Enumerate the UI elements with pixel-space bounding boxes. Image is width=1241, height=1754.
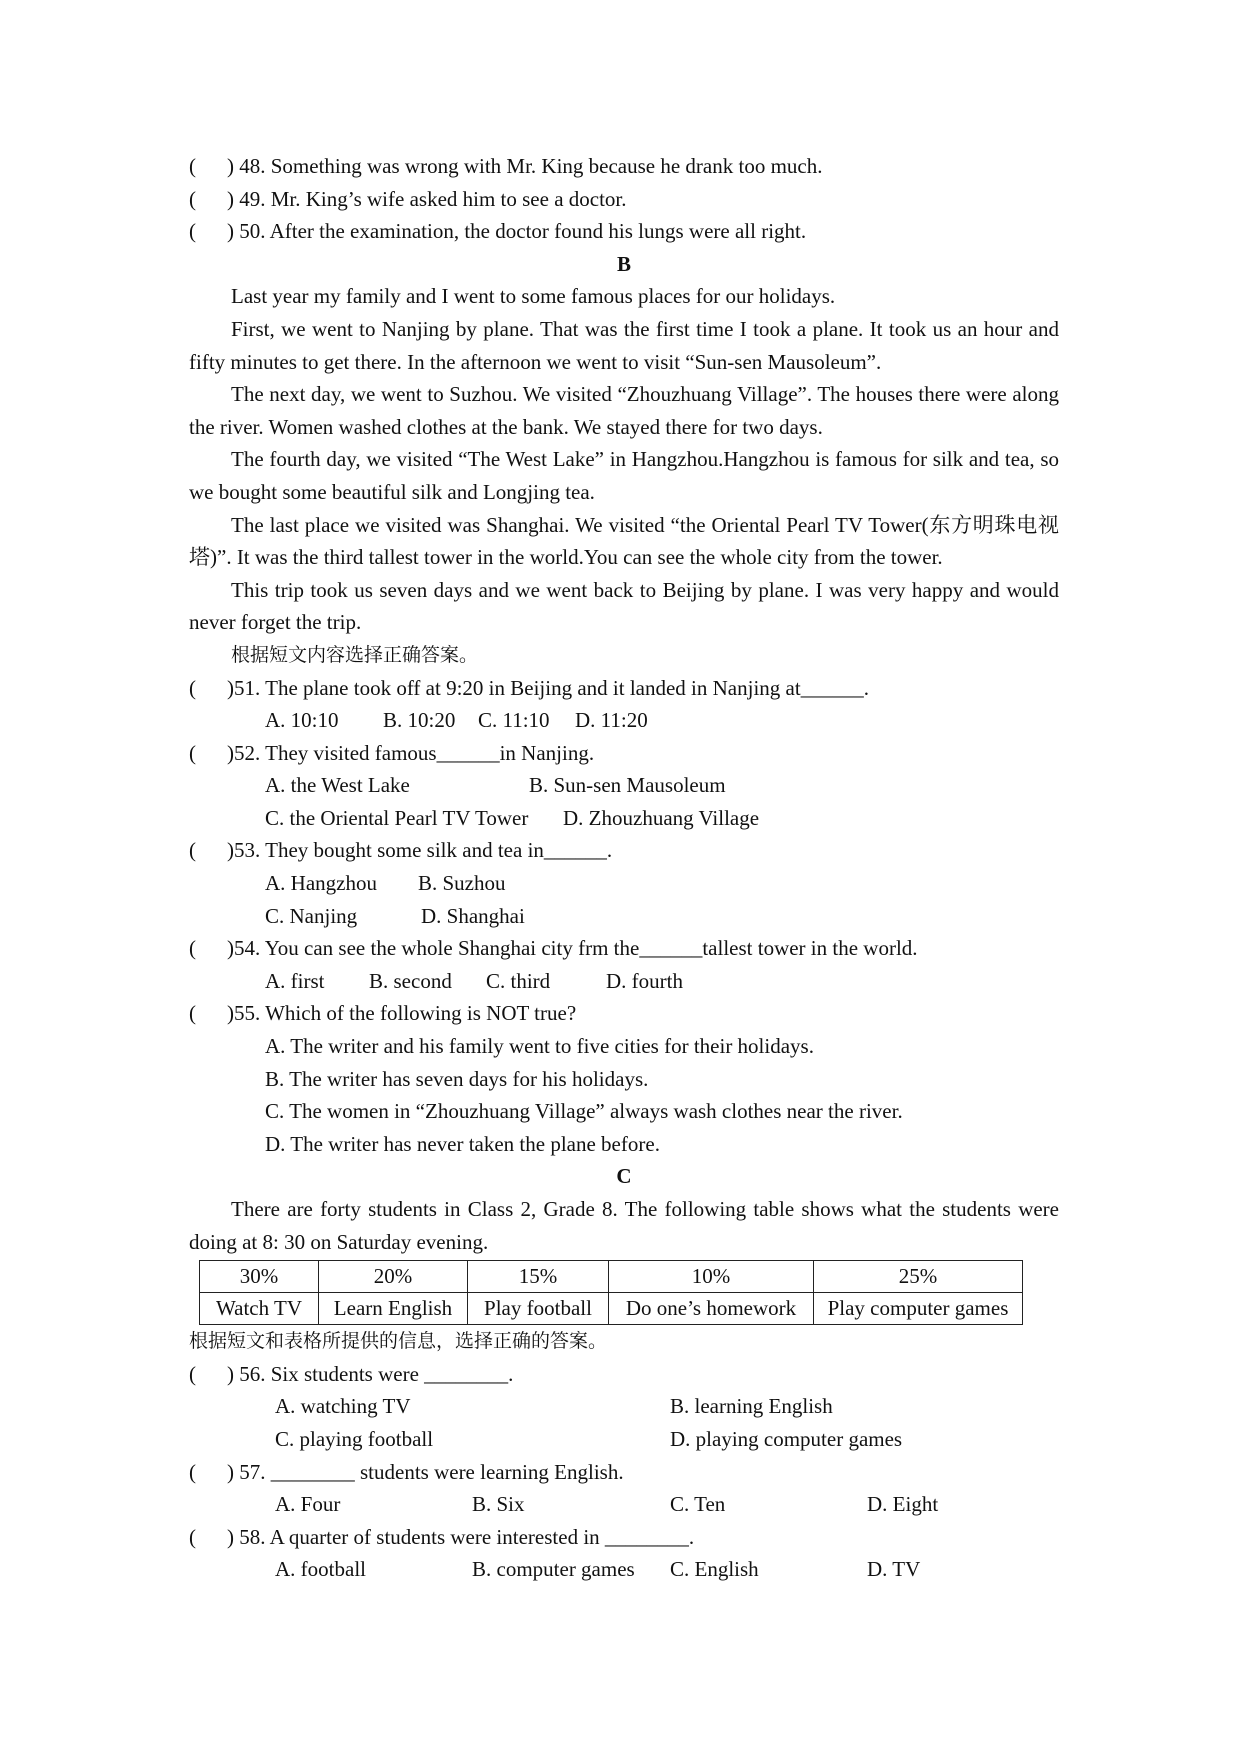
answer-paren[interactable]: ( (189, 154, 196, 178)
table-cell: 10% (609, 1261, 814, 1293)
table-cell: Play computer games (814, 1293, 1023, 1325)
question-text: ) 50. After the examination, the doctor found his lungs were all right. (227, 219, 807, 244)
passage-paragraph: The last place we visited was Shanghai. We visited “the Oriental Pearl TV Tower(东方明珠电视塔)”. It was the third tallest tower in the world.You can see the whole city from the tower. (189, 512, 1059, 570)
table-cell: Watch TV (200, 1293, 319, 1325)
option-d[interactable]: D. 11:20 (575, 708, 648, 733)
question-50 (189, 215, 1059, 248)
percent-row (200, 1261, 1023, 1293)
table-cell: Do one’s homework (609, 1293, 814, 1325)
option-c[interactable]: C. Nanjing (265, 903, 358, 928)
option-d[interactable]: D. Eight (867, 1492, 939, 1517)
option-b[interactable]: B. The writer has seven days for his holidays. (265, 1066, 649, 1091)
option-d[interactable]: D. Shanghai (421, 903, 525, 928)
table-cell: 15% (468, 1261, 609, 1293)
question-text: )54. You can see the whole Shanghai city frm the______tallest tower in the world. (227, 936, 918, 961)
options-row (189, 769, 1059, 802)
options-row (189, 867, 1059, 900)
activity-row (200, 1293, 1023, 1325)
option-a[interactable]: A. the West Lake (265, 773, 410, 798)
options-row (189, 1128, 1059, 1161)
option-c[interactable]: C. The women in “Zhouzhuang Village” always wash clothes near the river. (265, 1099, 903, 1124)
answer-paren[interactable]: ( (189, 740, 196, 765)
option-d[interactable]: D. fourth (606, 968, 683, 993)
options-row (189, 965, 1059, 998)
question-48 (189, 150, 1059, 183)
option-c[interactable]: C. the Oriental Pearl TV Tower (265, 805, 529, 830)
table-cell: 25% (814, 1261, 1023, 1293)
option-b[interactable]: B. Sun-sen Mausoleum (529, 773, 726, 798)
question-text: )53. They bought some silk and tea in______. (227, 838, 613, 863)
question-56 (189, 1358, 1059, 1391)
answer-paren[interactable]: ( (189, 675, 196, 700)
option-a[interactable]: A. watching TV (275, 1394, 411, 1419)
question-57 (189, 1456, 1059, 1489)
option-c[interactable]: C. English (670, 1557, 759, 1582)
option-c[interactable]: C. third (486, 968, 551, 993)
options-row (189, 1030, 1059, 1063)
option-d[interactable]: D. playing computer games (670, 1426, 903, 1451)
option-d[interactable]: D. The writer has never taken the plane before. (265, 1131, 660, 1156)
option-a[interactable]: A. Hangzhou (265, 871, 377, 896)
option-c[interactable]: C. 11:10 (478, 708, 550, 733)
option-a[interactable]: A. The writer and his family went to five cities for their holidays. (265, 1034, 814, 1059)
option-c[interactable]: C. Ten (670, 1492, 726, 1517)
passage-paragraph: Last year my family and I went to some famous places for our holidays. (231, 284, 836, 309)
options-row (189, 802, 1059, 835)
answer-paren[interactable]: ( (189, 838, 196, 863)
exam-page (189, 150, 1059, 1586)
answer-paren[interactable]: ( (189, 936, 196, 961)
answer-paren[interactable]: ( (189, 1361, 196, 1386)
question-text: )51. The plane took off at 9:20 in Beijing and it landed in Nanjing at______. (227, 675, 869, 700)
question-52 (189, 737, 1059, 770)
passage-paragraph: First, we went to Nanjing by plane. That was the first time I took a plane. It took us an hour and fifty minutes to get there. In the afternoon we went to visit “Sun-sen Mausoleum”. (189, 316, 1059, 374)
answer-paren[interactable]: ( (189, 1001, 196, 1026)
question-54 (189, 932, 1059, 965)
question-53 (189, 834, 1059, 867)
option-b[interactable]: B. learning English (670, 1394, 833, 1419)
answer-paren[interactable]: ( (189, 1524, 196, 1549)
option-a[interactable]: A. Four (275, 1492, 341, 1517)
question-55 (189, 997, 1059, 1030)
question-text: )52. They visited famous______in Nanjing. (227, 740, 595, 765)
question-text: ) 49. Mr. King’s wife asked him to see a doctor. (227, 186, 627, 211)
table-cell: Learn English (319, 1293, 468, 1325)
table-cell: 30% (200, 1261, 319, 1293)
option-d[interactable]: D. Zhouzhuang Village (563, 805, 760, 830)
question-text: ) 58. A quarter of students were interested in ________. (227, 1524, 695, 1549)
options-row (189, 1423, 1059, 1456)
question-51 (189, 672, 1059, 705)
option-a[interactable]: A. first (265, 968, 325, 993)
question-text: ) 56. Six students were ________. (227, 1361, 514, 1386)
question-text: )55. Which of the following is NOT true? (227, 1001, 577, 1026)
option-b[interactable]: B. 10:20 (383, 708, 456, 733)
options-row (189, 1553, 1059, 1586)
question-58 (189, 1521, 1059, 1554)
activity-table (199, 1260, 1023, 1325)
passage-paragraph: This trip took us seven days and we went back to Beijing by plane. I was very happy and would never forget the trip. (189, 577, 1059, 635)
option-b[interactable]: B. computer games (472, 1557, 635, 1582)
options-row (189, 1488, 1059, 1521)
option-a[interactable]: A. 10:10 (265, 708, 339, 733)
passage-paragraph: The fourth day, we visited “The West Lake” in Hangzhou.Hangzhou is famous for silk and tea, so we bought some beautiful silk and Longjing tea. (189, 447, 1059, 504)
options-row (189, 1095, 1059, 1128)
question-text: ) 57. ________ students were learning English. (227, 1459, 624, 1484)
table-cell: Play football (468, 1293, 609, 1325)
answer-paren[interactable]: ( (189, 186, 196, 211)
option-c[interactable]: C. playing football (275, 1426, 434, 1451)
option-b[interactable]: B. second (369, 968, 452, 993)
answer-paren[interactable]: ( (189, 1459, 196, 1484)
passage-paragraph: There are forty students in Class 2, Grade 8. The following table shows what the students were doing at 8: 30 on Saturday evening. (189, 1197, 1059, 1254)
options-row (189, 704, 1059, 737)
section-c-instruction: 根据短文和表格所提供的信息，选择正确的答案。 (189, 1330, 608, 1353)
option-b[interactable]: B. Suzhou (418, 871, 506, 896)
section-c-heading: C (616, 1164, 632, 1189)
question-text: ) 48. Something was wrong with Mr. King because he drank too much. (227, 154, 823, 178)
passage-paragraph: The next day, we went to Suzhou. We visited “Zhouzhuang Village”. The houses there were along the river. Women washed clothes at the bank. We stayed there for two days. (189, 382, 1059, 439)
answer-paren[interactable]: ( (189, 219, 196, 244)
table-cell: 20% (319, 1261, 468, 1293)
options-row (189, 1063, 1059, 1096)
options-row (189, 1390, 1059, 1423)
option-d[interactable]: D. TV (867, 1557, 921, 1582)
options-row (189, 900, 1059, 933)
section-b-instruction: 根据短文内容选择正确答案。 (231, 643, 479, 666)
question-49 (189, 183, 1059, 216)
option-b[interactable]: B. Six (472, 1492, 525, 1517)
section-b-heading: B (616, 251, 631, 276)
option-a[interactable]: A. football (275, 1557, 366, 1582)
